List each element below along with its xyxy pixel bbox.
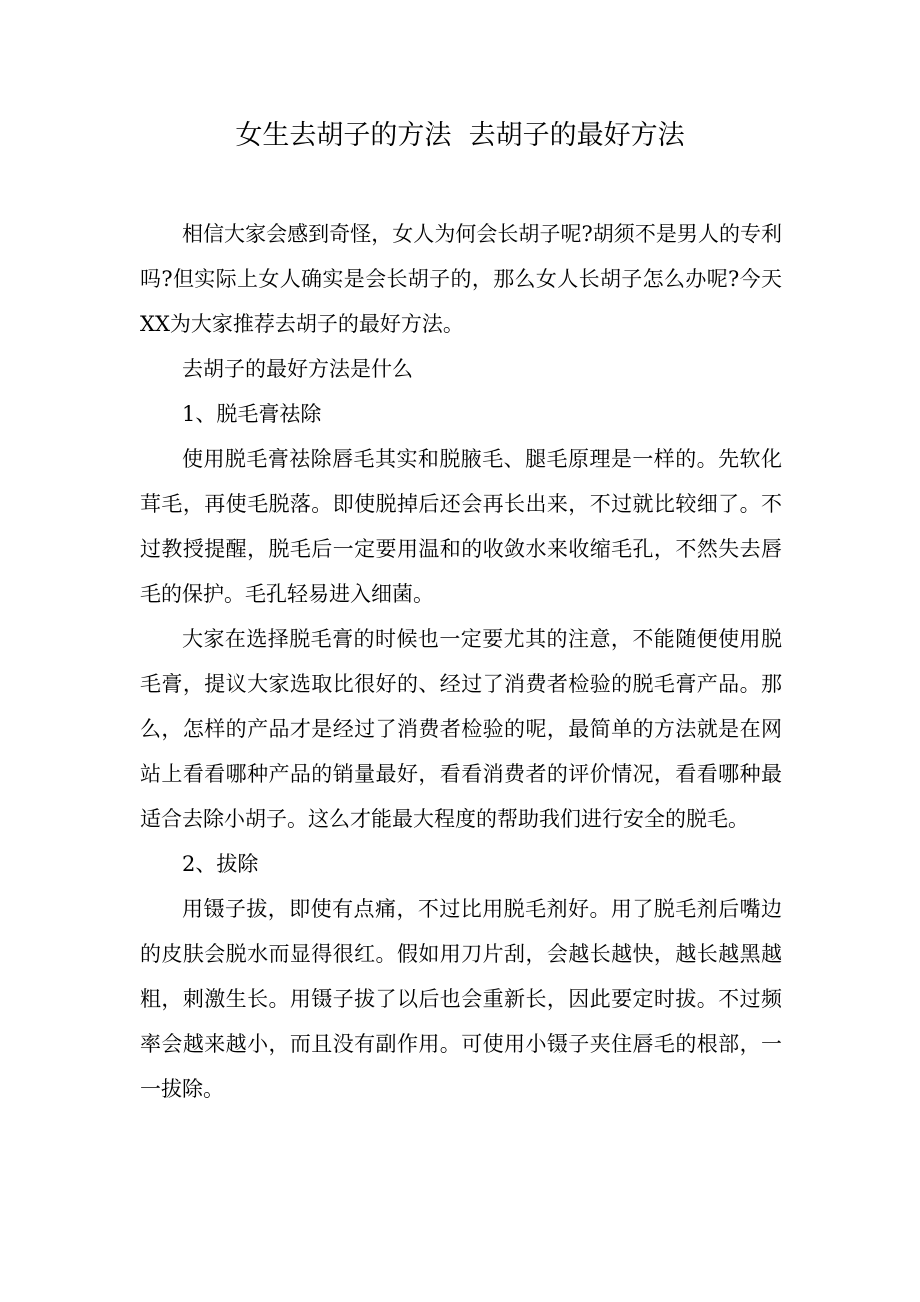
subheading-plucking: 2、拔除	[182, 852, 259, 876]
paragraph-plucking: 用镊子拔，即使有点痛，不过比用脱毛剂好。用了脱毛剂后嘴边的皮肤会脱水而显得很红。假如用刀片刮，会越长越快，越长越黑越粗，刺激生长。用镊子拔了以后也会重新长，因此要定时拔。不过频率会越来越小，而且没有副作用。可使用小镊子夹住唇毛的根部，一一拔除。	[140, 897, 782, 1101]
subheading-depilatory-cream: 1、脱毛膏祛除	[182, 402, 322, 426]
paragraph-depilatory-usage: 使用脱毛膏祛除唇毛其实和脱腋毛、腿毛原理是一样的。先软化茸毛，再使毛脱落。即使脱掉后还会再长出来，不过就比较细了。不过教授提醒，脱毛后一定要用温和的收敛水来收缩毛孔，不然失去唇毛的保护。毛孔轻易进入细菌。	[140, 447, 782, 606]
paragraph-depilatory-selection: 大家在选择脱毛膏的时候也一定要尤其的注意，不能随便使用脱毛膏，提议大家选取比很好的、经过了消费者检验的脱毛膏产品。那么，怎样的产品才是经过了消费者检验的呢，最简单的方法就是在网站上看看哪种产品的销量最好，看看消费者的评价情况，看看哪种最适合去除小胡子。这么才能最大程度的帮助我们进行安全的脱毛。	[140, 627, 782, 831]
section-heading-best-method: 去胡子的最好方法是什么	[182, 357, 413, 381]
document-body	[140, 212, 782, 1112]
document-title: 女生去胡子的方法 去胡子的最好方法	[235, 120, 685, 151]
paragraph-intro: 相信大家会感到奇怪，女人为何会长胡子呢?胡须不是男人的专利吗?但实际上女人确实是会长胡子的，那么女人长胡子怎么办呢?今天XX为大家推荐去胡子的最好方法。	[140, 222, 782, 336]
